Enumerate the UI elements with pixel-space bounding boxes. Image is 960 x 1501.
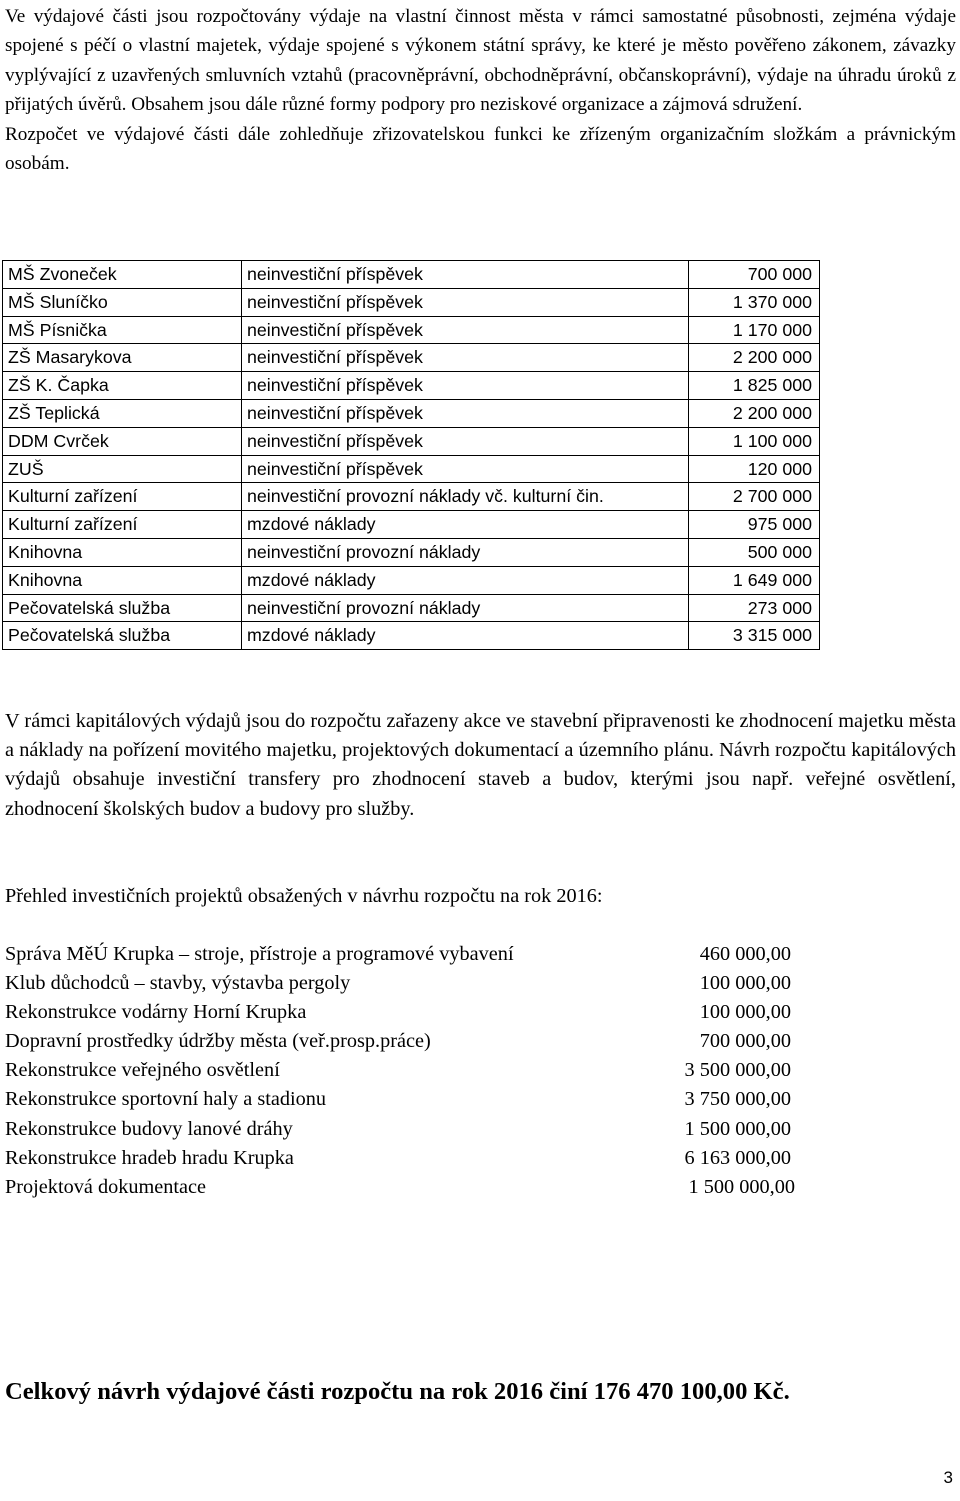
table-row <box>3 427 820 455</box>
amount-cell: 2 200 000 <box>689 344 820 372</box>
amount-cell: 120 000 <box>689 455 820 483</box>
org-cell: MŠ Zvoneček <box>3 261 242 289</box>
amount-cell: 1 100 000 <box>689 427 820 455</box>
overview-heading: Přehled investičních projektů obsažených v návrhu rozpočtu na rok 2016: <box>5 885 603 907</box>
list-item <box>5 998 795 1027</box>
table-row <box>3 288 820 316</box>
amount-cell: 3 315 000 <box>689 622 820 650</box>
budget-table <box>2 260 820 650</box>
type-cell: neinvestiční příspěvek <box>242 427 689 455</box>
org-cell: ZUŠ <box>3 455 242 483</box>
amount-cell: 273 000 <box>689 594 820 622</box>
type-cell: neinvestiční provozní náklady <box>242 538 689 566</box>
amount-cell: 1 170 000 <box>689 316 820 344</box>
type-cell: neinvestiční příspěvek <box>242 372 689 400</box>
table-row <box>3 344 820 372</box>
list-item <box>5 1085 795 1114</box>
project-amount: 460 000,00 <box>699 943 791 965</box>
type-cell: neinvestiční příspěvek <box>242 288 689 316</box>
list-item <box>5 1144 795 1173</box>
org-cell: ZŠ Masarykova <box>3 344 242 372</box>
amount-cell: 2 700 000 <box>689 483 820 511</box>
list-item <box>5 1173 795 1202</box>
table-row <box>3 261 820 289</box>
org-cell: Knihovna <box>3 566 242 594</box>
type-cell: mzdové náklady <box>242 511 689 539</box>
list-item <box>5 1056 795 1085</box>
project-amount: 3 750 000,00 <box>684 1088 791 1111</box>
table-row <box>3 538 820 566</box>
project-name: Projektová dokumentace <box>5 1175 207 1198</box>
project-name: Dopravní prostředky údržby města (veř.prosp.práce) <box>5 1030 431 1053</box>
projects-list <box>5 940 795 1202</box>
project-amount: 3 500 000,00 <box>684 1059 791 1082</box>
project-amount: 100 000,00 <box>699 1001 791 1024</box>
org-cell: ZŠ K. Čapka <box>3 372 242 400</box>
project-name: Rekonstrukce budovy lanové dráhy <box>5 1117 293 1140</box>
table-row <box>3 372 820 400</box>
org-cell: Pečovatelská služba <box>3 594 242 622</box>
org-cell: Pečovatelská služba <box>3 622 242 650</box>
project-amount: 1 500 000,00 <box>684 1117 791 1140</box>
table-row <box>3 455 820 483</box>
table-row <box>3 594 820 622</box>
amount-cell: 1 370 000 <box>689 288 820 316</box>
project-name: Správa MěÚ Krupka – stroje, přístroje a programové vybavení <box>5 943 514 965</box>
amount-cell: 1 825 000 <box>689 372 820 400</box>
intro-section <box>5 2 956 178</box>
project-name: Rekonstrukce sportovní haly a stadionu <box>5 1088 327 1111</box>
list-item <box>5 969 795 998</box>
capital-section <box>5 707 956 824</box>
project-name: Rekonstrukce veřejného osvětlení <box>5 1059 280 1082</box>
org-cell: Kulturní zařízení <box>3 511 242 539</box>
org-cell: Kulturní zařízení <box>3 483 242 511</box>
project-amount: 700 000,00 <box>699 1030 791 1053</box>
type-cell: mzdové náklady <box>242 566 689 594</box>
table-row <box>3 566 820 594</box>
type-cell: neinvestiční příspěvek <box>242 455 689 483</box>
type-cell: neinvestiční příspěvek <box>242 316 689 344</box>
list-item <box>5 940 795 969</box>
org-cell: ZŠ Teplická <box>3 399 242 427</box>
org-cell: DDM Cvrček <box>3 427 242 455</box>
table-row <box>3 511 820 539</box>
amount-cell: 1 649 000 <box>689 566 820 594</box>
total-statement: Celkový návrh výdajové části rozpočtu na rok 2016 činí 176 470 100,00 Kč. <box>5 1378 790 1405</box>
project-amount: 100 000,00 <box>699 972 791 995</box>
amount-cell: 975 000 <box>689 511 820 539</box>
type-cell: neinvestiční příspěvek <box>242 344 689 372</box>
page-number: 3 <box>943 1468 953 1487</box>
type-cell: neinvestiční příspěvek <box>242 261 689 289</box>
project-amount: 1 500 000,00 <box>688 1175 795 1198</box>
project-name: Rekonstrukce hradeb hradu Krupka <box>5 1146 294 1169</box>
type-cell: neinvestiční příspěvek <box>242 399 689 427</box>
amount-cell: 2 200 000 <box>689 399 820 427</box>
project-name: Rekonstrukce vodárny Horní Krupka <box>5 1001 307 1024</box>
intro-paragraph-2: Rozpočet ve výdajové části dále zohledňuje zřizovatelskou funkci ke zřízeným organizačním složkám a právnickým osobám. <box>5 123 956 175</box>
table-row <box>3 483 820 511</box>
project-name: Klub důchodců – stavby, výstavba pergoly <box>5 972 351 995</box>
list-item <box>5 1115 795 1144</box>
intro-paragraph-1: Ve výdajové části jsou rozpočtovány výdaje na vlastní činnost města v rámci samostatné působnosti, zejména výdaje spojené s péčí o vlastní majetek, výdaje spojené s výkonem státní správy, ke které je město pověřeno zákonem, závazky vyplývající z uzavřených smluvních vztahů (pracovněprávní, obchodněprávní, občanskoprávní), výdaje na úhradu úroků z přijatých úvěrů. Obsahem jsou dále různé formy podpory pro neziskové organizace a zájmová sdružení. <box>5 6 956 116</box>
table-row <box>3 399 820 427</box>
org-cell: MŠ Písnička <box>3 316 242 344</box>
org-cell: MŠ Sluníčko <box>3 288 242 316</box>
org-cell: Knihovna <box>3 538 242 566</box>
table-row <box>3 622 820 650</box>
list-item <box>5 1027 795 1056</box>
type-cell: mzdové náklady <box>242 622 689 650</box>
table-row <box>3 316 820 344</box>
project-amount: 6 163 000,00 <box>684 1146 791 1169</box>
capital-paragraph: V rámci kapitálových výdajů jsou do rozpočtu zařazeny akce ve stavební připravenosti ke zhodnocení majetku města a náklady na pořízení movitého majetku, projektových dokumentací a územního plánu. Návrh rozpočtu kapitálových výdajů obsahuje investiční transfery pro zhodnocení staveb a budov, kterými jsou např. veřejné osvětlení, zhodnocení školských budov a budovy pro služby. <box>5 710 956 820</box>
amount-cell: 700 000 <box>689 261 820 289</box>
type-cell: neinvestiční provozní náklady vč. kulturní čin. <box>242 483 689 511</box>
amount-cell: 500 000 <box>689 538 820 566</box>
type-cell: neinvestiční provozní náklady <box>242 594 689 622</box>
